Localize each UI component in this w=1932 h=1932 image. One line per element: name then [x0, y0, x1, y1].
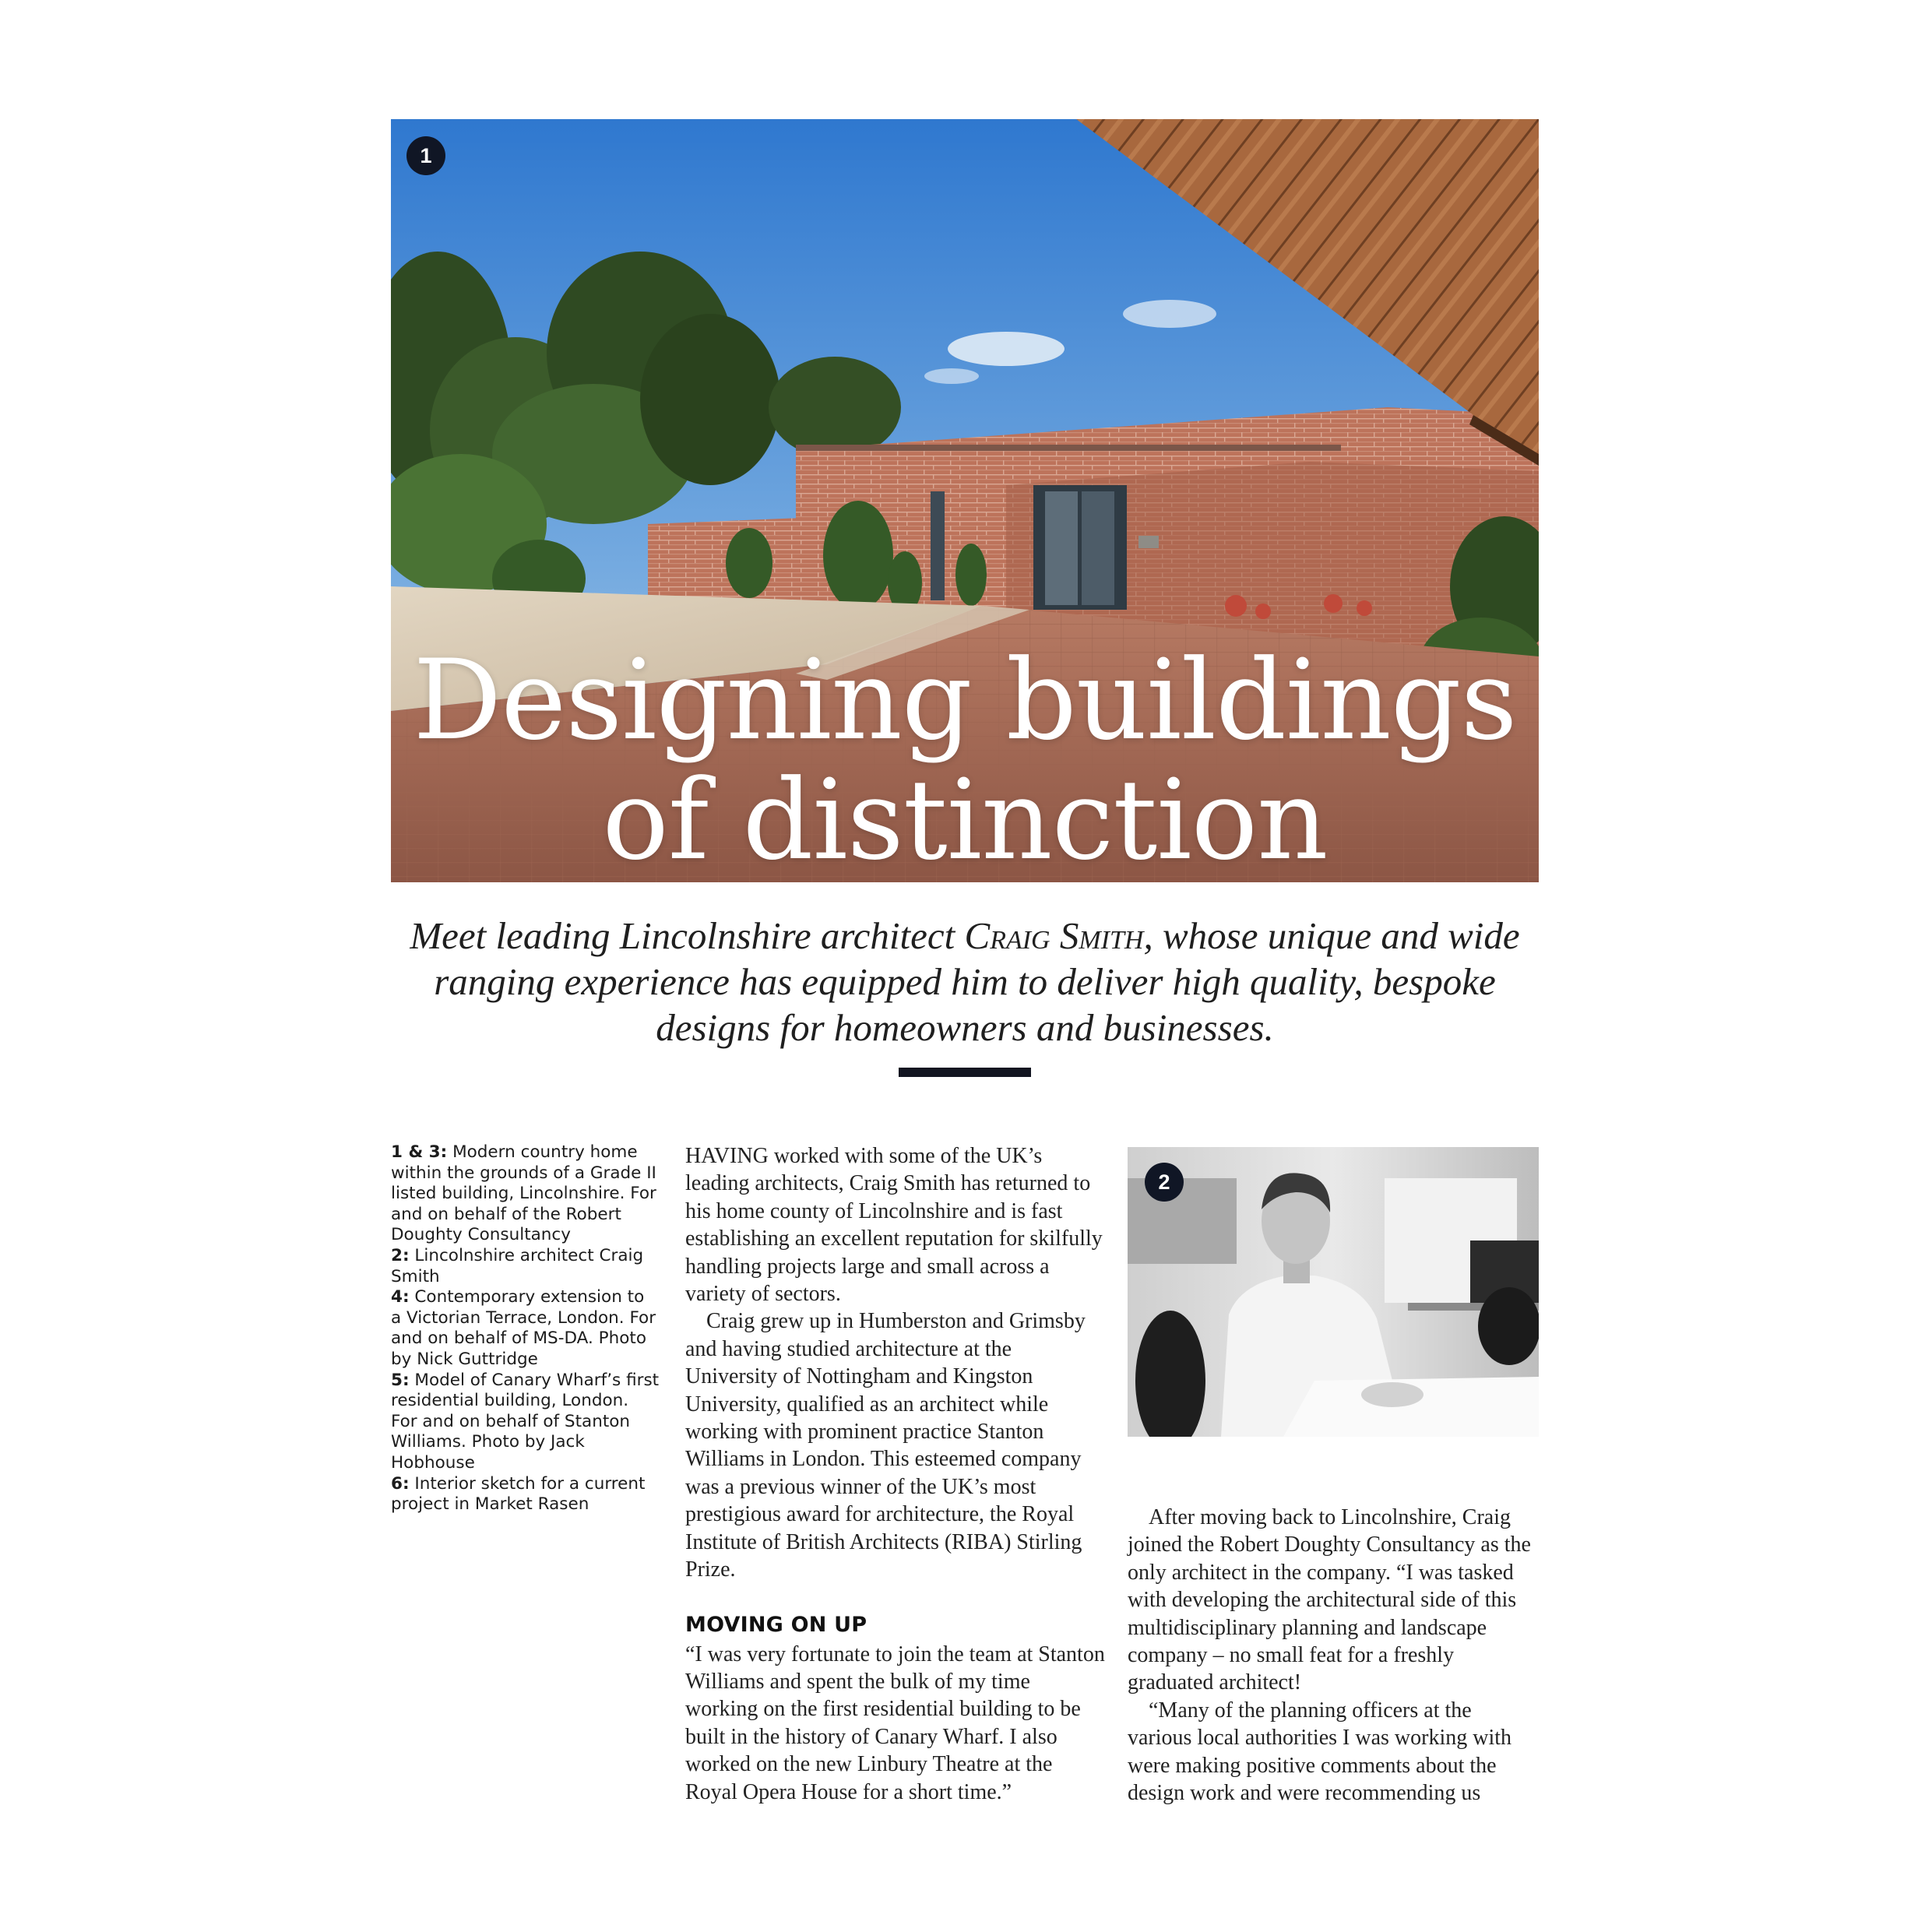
article-column-3: [1128, 1504, 1540, 1807]
figure-number-badge: 2: [1145, 1163, 1184, 1202]
caption-text: Interior sketch for a current project in Market Rasen: [391, 1473, 646, 1515]
caption-number: 2:: [391, 1245, 410, 1265]
divider-rule: [899, 1068, 1031, 1077]
caption-text: Model of Canary Wharf’s first residential building, London. For and on behalf of Stanton Williams. Photo by Jack Hobhouse: [391, 1370, 660, 1473]
body-paragraph: Craig grew up in Humberston and Grimsby and having studied architecture at the University of Nottingham and Kingston University, qualified as an architect while working with prominent practice Stanton Williams in London. This esteemed company was a previous winner of the UK’s most prestigious award for architecture, the Royal Institute of British Architects (RIBA) Stirling Prize.: [685, 1309, 1086, 1582]
headline-line-1: Designing buildings: [413, 636, 1517, 765]
body-paragraph: HAVING worked with some of the UK’s leading architects, Craig Smith has returned to his home county of Lincolnshire and is fast establishing an excellent reputation for skilfully handling projects large and small across a variety of sectors.: [685, 1144, 1103, 1307]
body-paragraph: “I was very fortunate to join the team at Stanton Williams and spent the bulk of my time working on the first residential building to be built in the history of Canary Wharf. I also worked on the new Linbury Theatre at the Royal Opera House for a short time.”: [685, 1642, 1105, 1804]
caption-item: [391, 1371, 660, 1474]
caption-item: [391, 1142, 660, 1246]
caption-text: Contemporary extension to a Victorian Terrace, London. For and on behalf of MS-DA. Photo by Nick Guttridge: [391, 1287, 656, 1369]
caption-item: [391, 1474, 660, 1515]
caption-number: 4:: [391, 1287, 410, 1307]
body-paragraph: After moving back to Lincolnshire, Craig joined the Robert Doughty Consultancy as the only architect in the company. “I was tasked with developing the architectural side of this multidisciplinary planning and landscape company – no small feat for a freshly graduated architect!: [1128, 1505, 1531, 1695]
architect-at-desk-photo: [1128, 1147, 1539, 1437]
photo-captions: [391, 1142, 660, 1515]
caption-number: 5:: [391, 1370, 410, 1390]
standfirst-name: Craig Smith: [964, 914, 1144, 957]
article-column-2: [685, 1142, 1106, 1806]
standfirst-after: , whose unique and wide ranging experience has equipped him to deliver high quality, bespoke designs for homeowners and businesses.: [434, 914, 1520, 1049]
hero-photo: [391, 119, 1539, 882]
caption-number: 1 & 3:: [391, 1142, 448, 1162]
caption-text: Lincolnshire architect Craig Smith: [391, 1245, 644, 1286]
caption-text: Modern country home within the grounds of a Grade II listed building, Lincolnshire. For and on behalf of the Robert Doughty Consultancy: [391, 1142, 656, 1245]
figure-number-badge: 1: [406, 136, 445, 175]
headline-line-2: of distinction: [602, 756, 1328, 882]
portrait-photo: [1128, 1147, 1539, 1437]
caption-item: [391, 1246, 660, 1287]
body-paragraph: “Many of the planning officers at the various local authorities I was working with were making positive comments about the design work and were recommending us: [1128, 1698, 1512, 1806]
caption-number: 6:: [391, 1473, 410, 1494]
section-subheading: MOVING ON UP: [685, 1612, 867, 1637]
caption-item: [391, 1287, 660, 1370]
standfirst-before: Meet leading Lincolnshire architect: [410, 914, 965, 957]
standfirst: [391, 913, 1539, 1050]
